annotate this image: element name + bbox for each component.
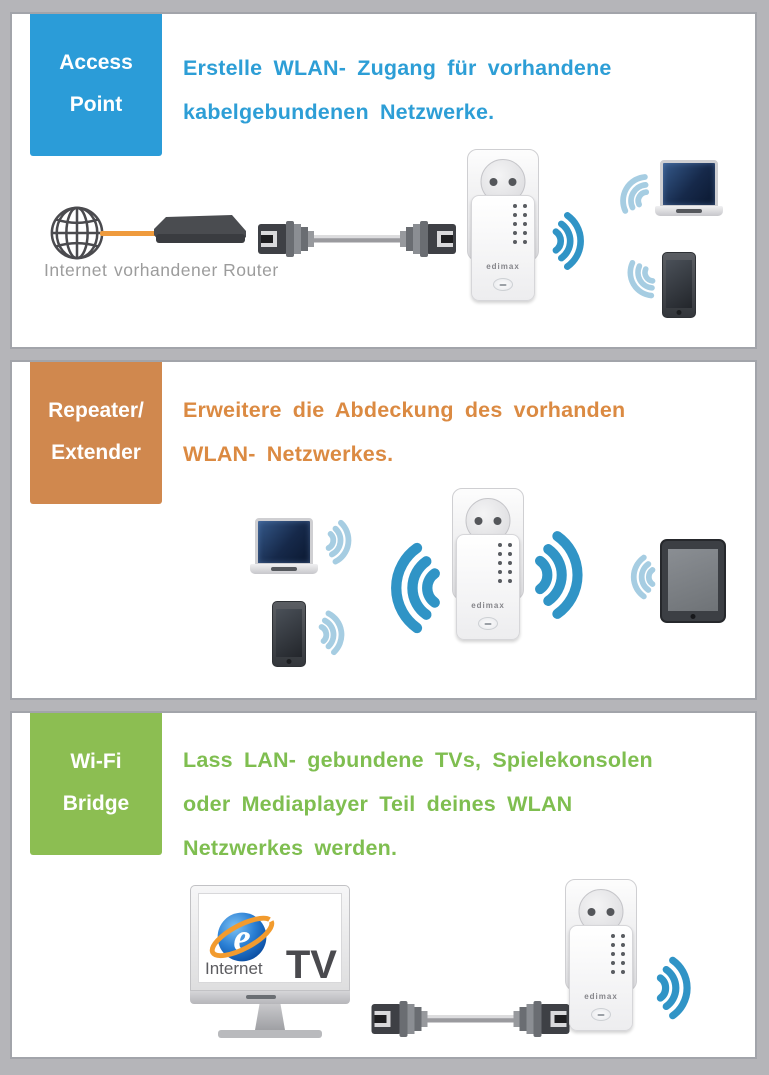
section-access-point bbox=[10, 12, 757, 349]
led-indicators bbox=[611, 934, 625, 974]
wifi-waves-icon bbox=[620, 546, 656, 608]
wifi-waves-icon bbox=[533, 514, 605, 636]
socket-hole bbox=[490, 178, 498, 186]
socket-hole bbox=[475, 517, 483, 525]
smartphone-icon bbox=[272, 601, 306, 667]
socket-hole bbox=[607, 908, 615, 916]
wps-button bbox=[591, 1008, 611, 1021]
internet-tv-icon bbox=[190, 885, 350, 1038]
repeater-extender-headline: Erweitere die Abdeckung des vorhanden WLAN- Netzwerkes. bbox=[183, 398, 626, 466]
wps-button bbox=[478, 617, 498, 630]
laptop-icon bbox=[655, 160, 723, 216]
section-wifi-bridge bbox=[10, 711, 757, 1059]
wifi-waves-icon bbox=[598, 156, 662, 226]
powerline-wifi-adapter bbox=[563, 879, 639, 1033]
tv-label-internet: Internet bbox=[205, 959, 263, 978]
led-indicators bbox=[513, 204, 527, 244]
socket-hole bbox=[509, 178, 517, 186]
label-line: Wi-Fi bbox=[70, 750, 122, 773]
wifi-waves-icon bbox=[652, 947, 710, 1029]
router-icon bbox=[152, 213, 248, 245]
internet-cable bbox=[100, 231, 158, 236]
wifi-waves-icon bbox=[320, 511, 368, 574]
caption-router: vorhandener Router bbox=[114, 260, 279, 280]
repeater-extender-label bbox=[30, 362, 162, 504]
brand-logo: edimax bbox=[471, 601, 505, 610]
wps-button bbox=[493, 278, 513, 291]
access-point-label bbox=[30, 14, 162, 156]
wifi-bridge-label bbox=[30, 713, 162, 855]
label-line: Repeater/ bbox=[48, 399, 144, 422]
wifi-waves-icon bbox=[548, 203, 602, 279]
svg-text:e: e bbox=[233, 916, 251, 960]
socket-hole bbox=[588, 908, 596, 916]
tv-screen bbox=[198, 893, 342, 983]
label-line: Extender bbox=[51, 441, 141, 464]
wifi-waves-icon bbox=[314, 601, 360, 664]
brand-logo: edimax bbox=[584, 992, 618, 1001]
led-indicators bbox=[498, 543, 512, 583]
brand-logo: edimax bbox=[486, 262, 520, 271]
smartphone-icon bbox=[662, 252, 696, 318]
ethernet-cable-icon bbox=[256, 211, 458, 267]
socket-hole bbox=[494, 517, 502, 525]
access-point-headline: Erstelle WLAN- Zugang für vorhandene kabelgebundenen Netzwerke. bbox=[183, 56, 612, 124]
adapter-front-panel bbox=[471, 195, 535, 301]
internet-globe-icon bbox=[48, 204, 106, 262]
adapter-front-panel bbox=[569, 925, 633, 1031]
ethernet-cable-icon bbox=[368, 991, 573, 1047]
section-repeater-extender bbox=[10, 360, 757, 700]
caption-internet: Internet bbox=[44, 260, 108, 280]
label-line: Point bbox=[69, 93, 123, 116]
powerline-wifi-adapter bbox=[450, 488, 526, 642]
wifi-waves-icon bbox=[368, 521, 442, 655]
label-line: Bridge bbox=[62, 792, 130, 815]
wifi-bridge-headline: Lass LAN- gebundene TVs, Spielekonsolen oder Mediaplayer Teil deines WLAN Netzwerkes werden. bbox=[183, 748, 653, 860]
adapter-front-panel bbox=[456, 534, 520, 640]
wifi-waves-icon bbox=[607, 248, 668, 315]
tv-label-tv: TV bbox=[285, 943, 337, 983]
laptop-icon bbox=[250, 518, 318, 574]
powerline-wifi-adapter bbox=[465, 149, 541, 303]
label-line: Access bbox=[59, 51, 133, 74]
tablet-icon bbox=[660, 539, 726, 623]
